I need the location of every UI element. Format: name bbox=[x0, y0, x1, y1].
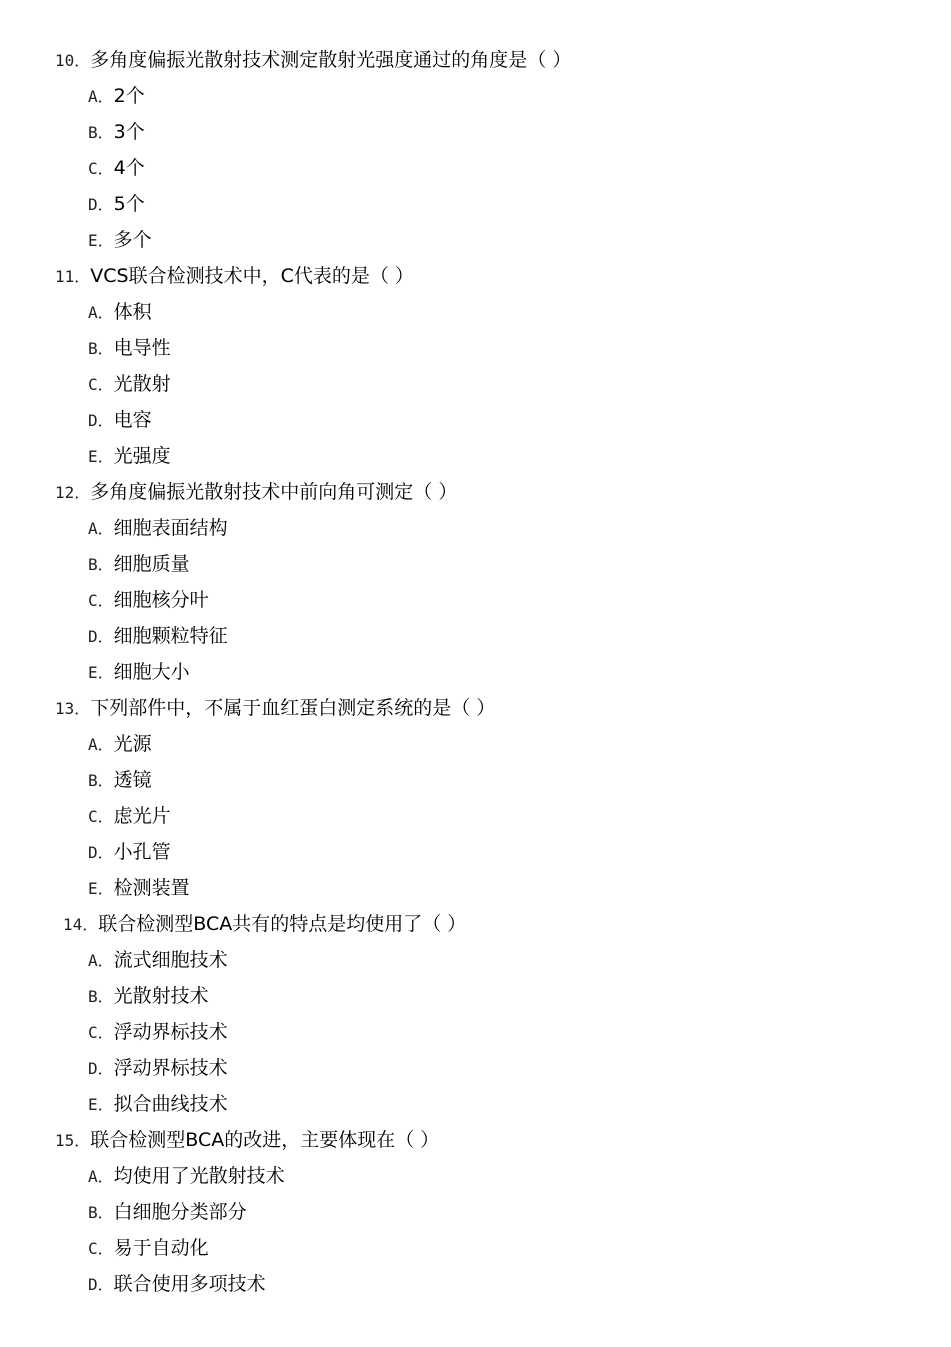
answer-option bbox=[0, 1158, 951, 1194]
option-letter: C． bbox=[88, 591, 114, 610]
option-letter: E． bbox=[88, 1095, 114, 1114]
question-number: 15． bbox=[55, 1131, 91, 1150]
option-text: 联合使用多项技术 bbox=[113, 1273, 266, 1295]
answer-option bbox=[0, 762, 951, 798]
option-letter: A． bbox=[88, 519, 114, 538]
option-text: 拟合曲线技术 bbox=[113, 1093, 228, 1115]
answer-option bbox=[0, 618, 951, 654]
option-letter: E． bbox=[88, 663, 114, 682]
option-letter: D． bbox=[88, 411, 114, 430]
answer-option bbox=[0, 726, 951, 762]
option-text: 检测装置 bbox=[113, 877, 190, 899]
answer-option bbox=[0, 1086, 951, 1122]
answer-option bbox=[0, 150, 951, 186]
answer-option bbox=[0, 798, 951, 834]
option-text: 白细胞分类部分 bbox=[113, 1201, 247, 1223]
option-letter: D． bbox=[88, 627, 114, 646]
answer-option bbox=[0, 330, 951, 366]
option-text: 光源 bbox=[113, 733, 152, 755]
answer-option bbox=[0, 114, 951, 150]
option-letter: C． bbox=[88, 375, 114, 394]
answer-option bbox=[0, 186, 951, 222]
option-text: 透镜 bbox=[113, 769, 152, 791]
option-letter: B． bbox=[88, 771, 114, 790]
option-text: 细胞核分叶 bbox=[113, 589, 209, 611]
option-text: 多个 bbox=[113, 229, 152, 251]
option-text: 浮动界标技术 bbox=[113, 1021, 228, 1043]
option-letter: B． bbox=[88, 1203, 114, 1222]
option-text: 细胞质量 bbox=[113, 553, 190, 575]
option-letter: B． bbox=[88, 555, 114, 574]
answer-option bbox=[0, 366, 951, 402]
option-letter: A． bbox=[88, 1167, 114, 1186]
option-letter: B． bbox=[88, 339, 114, 358]
option-text: 体积 bbox=[113, 301, 152, 323]
question-text: 多角度偏振光散射技术测定散射光强度通过的角度是（ ） bbox=[90, 49, 572, 71]
question-stem bbox=[0, 42, 951, 78]
answer-option bbox=[0, 222, 951, 258]
question-page bbox=[0, 42, 951, 1302]
question-text: 多角度偏振光散射技术中前向角可测定（ ） bbox=[90, 481, 458, 503]
option-letter: E． bbox=[88, 879, 114, 898]
answer-option bbox=[0, 438, 951, 474]
answer-option bbox=[0, 78, 951, 114]
question-stem bbox=[0, 1122, 951, 1158]
answer-option bbox=[0, 978, 951, 1014]
option-text: 虑光片 bbox=[113, 805, 171, 827]
option-letter: D． bbox=[88, 843, 114, 862]
option-letter: C． bbox=[88, 159, 114, 178]
option-text: 光散射 bbox=[113, 373, 171, 395]
option-text: 光散射技术 bbox=[113, 985, 209, 1007]
answer-option bbox=[0, 546, 951, 582]
answer-option bbox=[0, 834, 951, 870]
question-number: 12． bbox=[55, 483, 91, 502]
option-letter: C． bbox=[88, 807, 114, 826]
answer-option bbox=[0, 582, 951, 618]
answer-option bbox=[0, 1266, 951, 1302]
option-text: 3个 bbox=[113, 121, 145, 143]
question-stem bbox=[0, 690, 951, 726]
option-letter: E． bbox=[88, 447, 114, 466]
answer-option bbox=[0, 870, 951, 906]
answer-option bbox=[0, 294, 951, 330]
option-letter: B． bbox=[88, 987, 114, 1006]
option-letter: A． bbox=[88, 951, 114, 970]
question-number: 13． bbox=[55, 699, 91, 718]
option-letter: B． bbox=[88, 123, 114, 142]
answer-option bbox=[0, 1230, 951, 1266]
answer-option bbox=[0, 510, 951, 546]
question-stem bbox=[0, 258, 951, 294]
answer-option bbox=[0, 402, 951, 438]
option-text: 电导性 bbox=[113, 337, 171, 359]
question-stem bbox=[0, 474, 951, 510]
option-letter: C． bbox=[88, 1023, 114, 1042]
option-letter: A． bbox=[88, 735, 114, 754]
option-letter: D． bbox=[88, 1275, 114, 1294]
option-text: 细胞颗粒特征 bbox=[113, 625, 228, 647]
option-text: 浮动界标技术 bbox=[113, 1057, 228, 1079]
option-text: 均使用了光散射技术 bbox=[113, 1165, 285, 1187]
answer-option bbox=[0, 942, 951, 978]
option-letter: E． bbox=[88, 231, 114, 250]
option-text: 2个 bbox=[113, 85, 145, 107]
option-text: 细胞表面结构 bbox=[113, 517, 228, 539]
option-text: 4个 bbox=[113, 157, 145, 179]
question-text: 联合检测型BCA共有的特点是均使用了（ ） bbox=[98, 913, 467, 935]
option-letter: C． bbox=[88, 1239, 114, 1258]
answer-option bbox=[0, 1050, 951, 1086]
option-text: 流式细胞技术 bbox=[113, 949, 228, 971]
question-text: VCS联合检测技术中，C代表的是（ ） bbox=[90, 265, 414, 287]
answer-option bbox=[0, 654, 951, 690]
question-number: 14． bbox=[63, 915, 99, 934]
question-stem bbox=[0, 906, 951, 942]
option-text: 细胞大小 bbox=[113, 661, 190, 683]
option-letter: A． bbox=[88, 303, 114, 322]
option-text: 小孔管 bbox=[113, 841, 171, 863]
question-number: 11． bbox=[55, 267, 91, 286]
answer-option bbox=[0, 1194, 951, 1230]
option-letter: A． bbox=[88, 87, 114, 106]
question-number: 10． bbox=[55, 51, 91, 70]
option-letter: D． bbox=[88, 1059, 114, 1078]
question-text: 联合检测型BCA的改进，主要体现在（ ） bbox=[90, 1129, 440, 1151]
option-text: 5个 bbox=[113, 193, 145, 215]
option-letter: D． bbox=[88, 195, 114, 214]
option-text: 光强度 bbox=[113, 445, 171, 467]
option-text: 易于自动化 bbox=[113, 1237, 209, 1259]
option-text: 电容 bbox=[113, 409, 152, 431]
question-text: 下列部件中，不属于血红蛋白测定系统的是（ ） bbox=[90, 697, 496, 719]
answer-option bbox=[0, 1014, 951, 1050]
